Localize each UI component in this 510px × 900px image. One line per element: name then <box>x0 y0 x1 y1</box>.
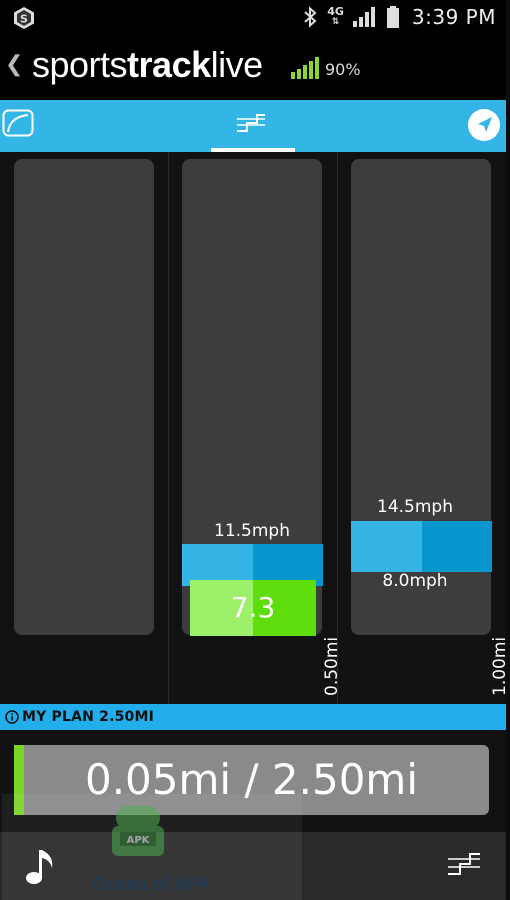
back-icon[interactable]: ❮ <box>5 52 24 77</box>
network-type-label: 4G <box>327 5 344 18</box>
current-pace-value: 7.3 <box>230 591 276 624</box>
target-speed-band <box>351 521 492 572</box>
target-top-speed-label: 11.5mph <box>214 521 290 541</box>
svg-text:S: S <box>20 12 28 26</box>
status-bar <box>0 0 506 34</box>
pace-plan-icon[interactable] <box>446 850 482 878</box>
pace-plan-tab-icon[interactable] <box>235 111 267 135</box>
target-bottom-speed-label: 8.0mph <box>382 571 448 591</box>
segment-divider <box>337 152 338 704</box>
signal-icon <box>352 6 378 28</box>
brand-part-3: live <box>210 44 263 85</box>
network-type: 4G ⇅ <box>327 5 344 27</box>
plan-label: MY PLAN 2.50MI <box>22 709 155 725</box>
brand-part-1: sports <box>32 44 128 85</box>
sportstracklive-notification-icon <box>12 6 36 30</box>
band-right-half <box>422 521 493 572</box>
pace-plan-chart <box>0 152 510 704</box>
brand-part-2: track <box>127 44 211 85</box>
current-pace-marker <box>190 580 316 636</box>
band-left-half <box>351 521 422 572</box>
app-logo <box>32 44 263 86</box>
android-apk-logo <box>102 798 174 864</box>
tab-bar <box>0 100 506 152</box>
clock: 3:39 PM <box>411 5 496 29</box>
app-header <box>0 34 506 100</box>
watermark-text: Ocean of APK <box>92 874 212 894</box>
watermark-logo-text: APK <box>126 835 150 846</box>
target-top-speed-label: 14.5mph <box>377 497 453 517</box>
info-icon[interactable] <box>5 710 19 724</box>
segment-column-1 <box>14 159 154 635</box>
distance-label: 0.50mi <box>322 636 342 696</box>
my-plan-bar[interactable] <box>0 704 506 730</box>
navigation-tab-icon[interactable] <box>467 108 501 142</box>
gps-signal-icon <box>290 56 320 80</box>
segment-divider <box>168 152 169 704</box>
battery-icon <box>386 5 400 29</box>
gps-strength: 90% <box>325 60 361 79</box>
distance-label: 1.00mi <box>490 636 510 696</box>
watermark <box>2 794 302 900</box>
speedometer-tab-icon[interactable] <box>2 109 34 137</box>
progress-text: 0.05mi / 2.50mi <box>84 755 419 804</box>
bluetooth-icon <box>301 5 319 29</box>
